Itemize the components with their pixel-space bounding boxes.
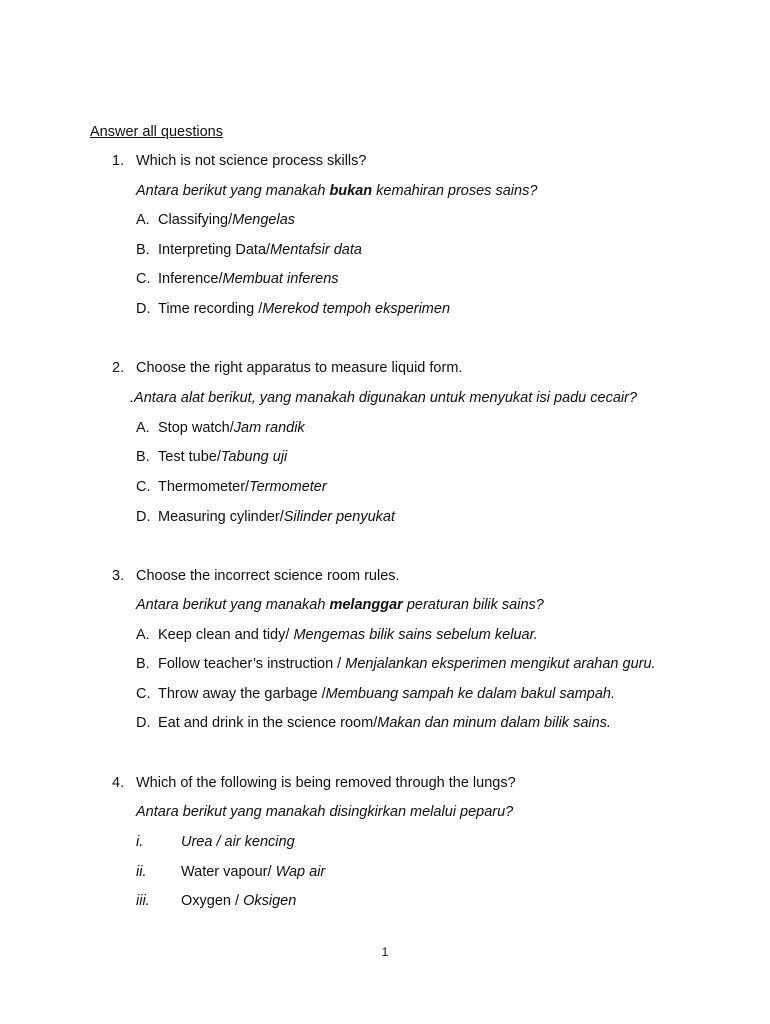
option-letter: B. xyxy=(136,449,150,465)
option-letter: C. xyxy=(136,271,151,287)
page-number: 1 xyxy=(381,945,389,959)
question-number: 2. xyxy=(112,360,125,376)
emphasis-word: melanggar xyxy=(329,597,403,613)
option-text: Inference/Membuat inferens xyxy=(158,271,339,287)
item-text: Oxygen / Oksigen xyxy=(181,893,297,909)
question-text: Which is not science process skills? xyxy=(136,153,367,169)
option-text: Stop watch/Jam randik xyxy=(158,420,305,436)
question-text: Choose the right apparatus to measure liquid form. xyxy=(136,360,463,376)
option-text: Thermometer/Termometer xyxy=(158,479,327,495)
question-number: 4. xyxy=(112,775,125,791)
option-letter: B. xyxy=(136,656,150,672)
question-number: 3. xyxy=(112,568,125,584)
question-malay: Antara berikut yang manakah disingkirkan melalui peparu? xyxy=(136,804,514,820)
option-letter: D. xyxy=(136,715,151,731)
option-letter: C. xyxy=(136,686,151,702)
option-text: Measuring cylinder/Silinder penyukat xyxy=(158,509,395,525)
option-text: Test tube/Tabung uji xyxy=(158,449,288,465)
item-numeral: iii. xyxy=(136,893,150,909)
option-letter: D. xyxy=(136,301,151,317)
page-heading: Answer all questions xyxy=(90,124,223,140)
question-malay: Antara berikut yang manakah bukan kemahiran proses sains? xyxy=(136,183,538,199)
option-letter: B. xyxy=(136,242,150,258)
question-text: Which of the following is being removed through the lungs? xyxy=(136,775,516,791)
question-text: Choose the incorrect science room rules. xyxy=(136,568,400,584)
item-text: Water vapour/ Wap air xyxy=(181,864,326,880)
question-malay: Antara berikut yang manakah melanggar peraturan bilik sains? xyxy=(136,597,544,613)
question-number: 1. xyxy=(112,153,125,169)
emphasis-word: bukan xyxy=(329,183,373,199)
option-text: Follow teacher’s instruction / Menjalankan eksperimen mengikut arahan guru. xyxy=(158,656,656,672)
option-letter: A. xyxy=(136,627,150,643)
item-numeral: ii. xyxy=(136,864,147,880)
option-letter: D. xyxy=(136,509,151,525)
option-text: Throw away the garbage /Membuang sampah ke dalam bakul sampah. xyxy=(158,686,616,702)
item-numeral: i. xyxy=(136,834,144,850)
option-text: Keep clean and tidy/ Mengemas bilik sains sebelum keluar. xyxy=(158,627,538,643)
option-letter: C. xyxy=(136,479,151,495)
option-letter: A. xyxy=(136,420,150,436)
item-text: Urea / air kencing xyxy=(181,834,295,850)
option-text: Classifying/Mengelas xyxy=(158,212,296,228)
option-text: Time recording /Merekod tempoh eksperimen xyxy=(158,301,451,317)
option-text: Interpreting Data/Mentafsir data xyxy=(158,242,362,258)
question-malay: .Antara alat berikut, yang manakah digunakan untuk menyukat isi padu cecair? xyxy=(130,390,638,406)
option-text: Eat and drink in the science room/Makan dan minum dalam bilik sains. xyxy=(158,715,611,731)
option-letter: A. xyxy=(136,212,150,228)
